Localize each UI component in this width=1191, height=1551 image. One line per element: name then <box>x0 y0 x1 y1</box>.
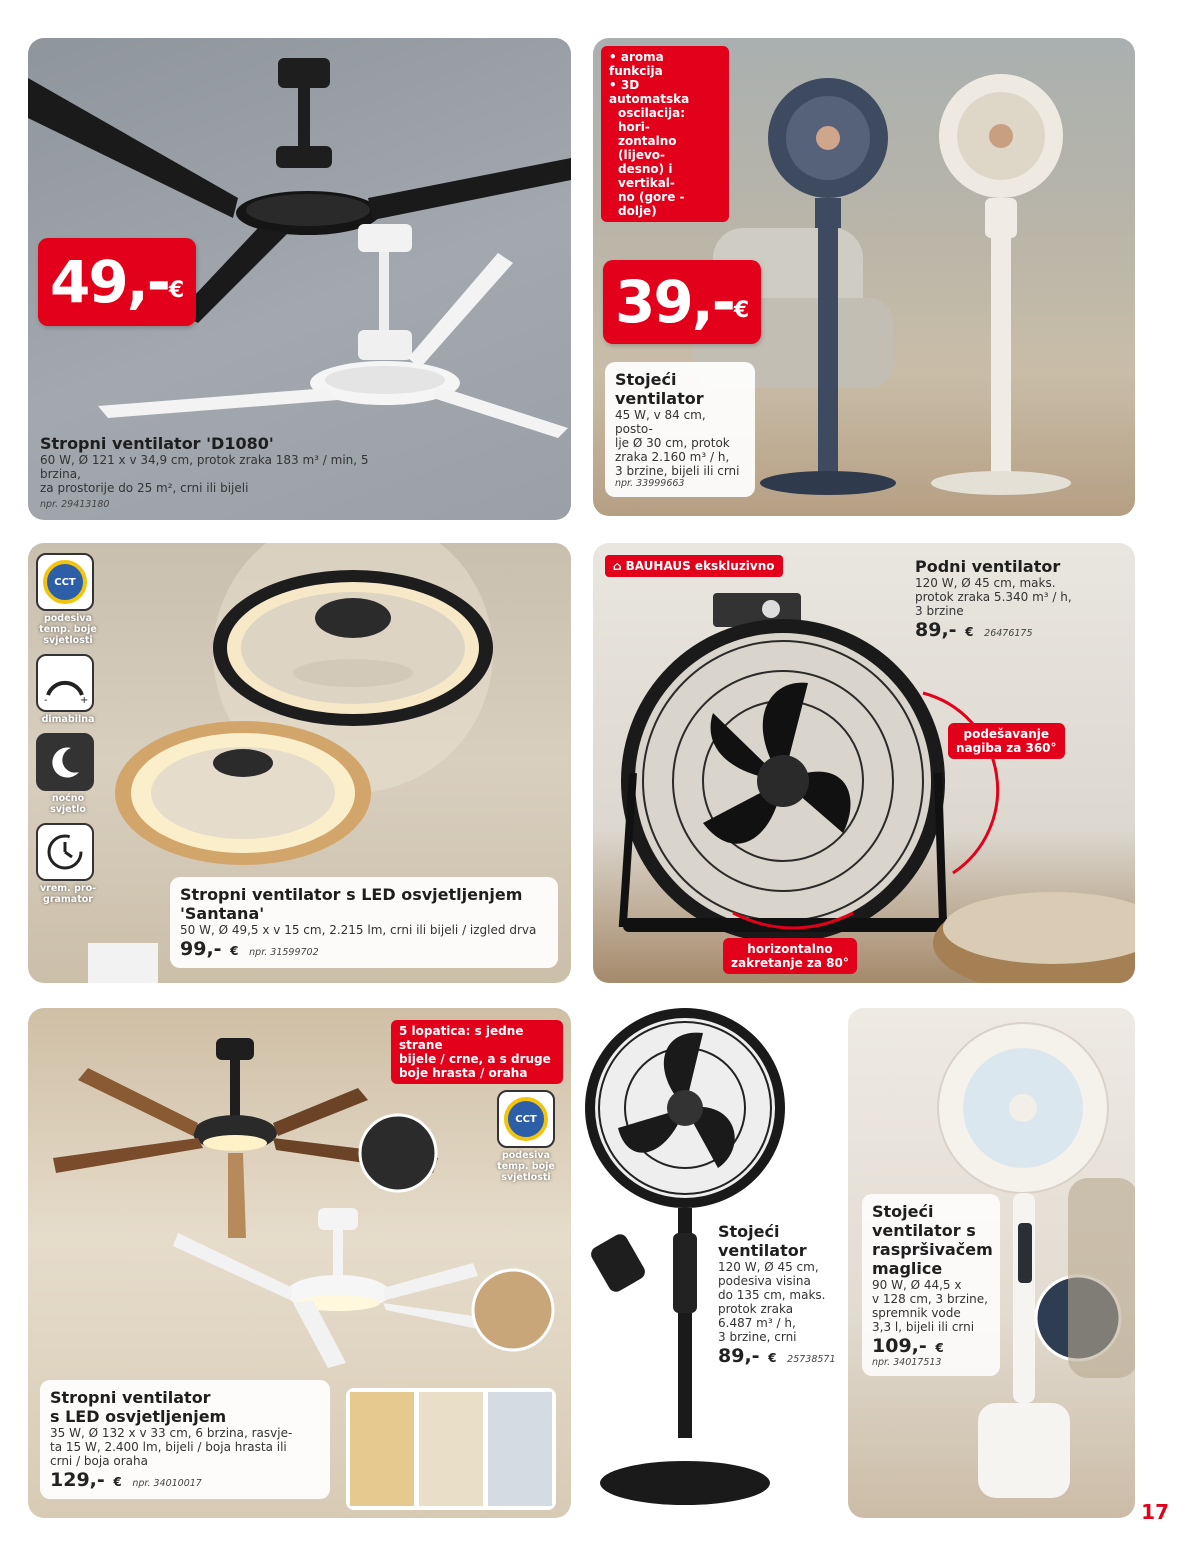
article-number: npr. 29413180 <box>40 499 110 510</box>
rotate-tag: horizontalno zakretanje za 80° <box>723 938 857 974</box>
article-number: npr. 31599702 <box>249 947 319 958</box>
product-spec: za prostorije do 25 m², crni ili bijeli <box>40 481 249 495</box>
icon-label: podesiva temp. boje svjetlosti <box>497 1150 555 1183</box>
product-info <box>32 428 412 516</box>
dimmer-icon <box>36 654 94 712</box>
price-line <box>718 1345 843 1367</box>
article-number: 25738571 <box>787 1354 836 1365</box>
article-number: npr. 34017513 <box>872 1357 942 1368</box>
product-info <box>862 1194 1000 1376</box>
product-spec: protok zraka <box>718 1302 794 1316</box>
product-spec: 120 W, Ø 45 cm, <box>718 1260 819 1274</box>
price-badge <box>38 238 196 326</box>
exclusive-badge <box>605 555 783 577</box>
product-spec: 3 brzine, bijeli ili crni <box>615 464 740 478</box>
article-number: npr. 33999663 <box>615 478 685 489</box>
product-spec: 3 brzine, crni <box>718 1330 797 1344</box>
price-value: 129,- <box>50 1469 105 1491</box>
product-title: s LED osvjetljenjem <box>50 1407 227 1426</box>
product-info <box>170 877 558 968</box>
product-spec: 60 W, Ø 121 x v 34,9 cm, protok zraka 183 m³ / min, 5 brzina, <box>40 453 369 481</box>
product-standing-black[interactable] <box>578 1008 848 1528</box>
article-number: 26476175 <box>984 628 1033 639</box>
icon-label: podesiva temp. boje svjetlosti <box>39 613 97 646</box>
product-title: Stojeći <box>718 1222 780 1241</box>
currency-symbol: € <box>965 625 974 639</box>
icon-label: noćno svjetlo <box>50 793 86 815</box>
product-info <box>718 1222 843 1367</box>
feature-line: zontalno (lijevo- <box>618 134 677 162</box>
price-value: 109,- <box>872 1335 927 1357</box>
icon-label: vrem. pro- gramator <box>39 883 97 905</box>
product-info <box>905 549 1125 649</box>
currency-symbol: € <box>230 944 239 958</box>
product-spec: podesiva visina <box>718 1274 811 1288</box>
cct-icon <box>497 1090 555 1148</box>
price-badge <box>603 260 761 344</box>
product-spec: protok zraka 5.340 m³ / h, <box>915 590 1072 604</box>
product-spec: 120 W, Ø 45 cm, maks. <box>915 576 1056 590</box>
product-info <box>40 1380 330 1499</box>
price-value: 89,- <box>718 1345 760 1367</box>
note-line: bijele / crne, a s druge <box>399 1052 551 1066</box>
note-line: 5 lopatica: s jedne strane <box>399 1024 524 1052</box>
svg-text:+: + <box>80 695 88 703</box>
product-title: Stropni ventilator 'D1080' <box>40 434 274 453</box>
currency-symbol: € <box>733 298 750 323</box>
product-title: ventilator <box>718 1241 807 1260</box>
cct-icon <box>36 553 94 611</box>
product-spec: spremnik vode <box>872 1306 961 1320</box>
svg-text:-: - <box>44 695 48 703</box>
page-number: 17 <box>1141 1500 1169 1524</box>
cct-badge: CCT <box>504 1097 548 1141</box>
note-line: boje hrasta / oraha <box>399 1066 528 1080</box>
product-panel-santana[interactable] <box>28 543 571 983</box>
product-title: Stropni ventilator s LED osvjetljenjem 'Santana' <box>180 885 523 923</box>
exclusive-label: BAUHAUS ekskluzivno <box>625 559 775 573</box>
product-spec: 45 W, v 84 cm, posto- <box>615 408 706 436</box>
clock-icon <box>36 823 94 881</box>
product-panel-led-ceiling[interactable] <box>28 1008 571 1518</box>
moon-icon <box>36 733 94 791</box>
product-panel-floor-fan[interactable] <box>593 543 1135 983</box>
product-spec: 50 W, Ø 49,5 x v 15 cm, 2.215 lm, crni ili bijeli / izgled drva <box>180 923 537 937</box>
feature-note <box>601 46 729 222</box>
product-panel-mist-fan[interactable] <box>848 1008 1135 1518</box>
feature-line: • 3D automatska <box>609 78 690 106</box>
product-panel-d1080[interactable] <box>28 38 571 520</box>
price-value: 49,- <box>50 248 169 316</box>
product-title: Stojeći <box>872 1202 934 1221</box>
feature-line: desno) i vertikal- <box>618 162 675 190</box>
currency-symbol: € <box>768 1351 777 1365</box>
icon-label: dimabilna <box>41 714 95 725</box>
product-title: maglice <box>872 1259 943 1278</box>
currency-symbol: € <box>935 1341 944 1355</box>
price-value: 39,- <box>615 268 734 336</box>
product-spec: do 135 cm, maks. <box>718 1288 826 1302</box>
product-spec: v 128 cm, 3 brzine, <box>872 1292 988 1306</box>
price-line <box>50 1469 320 1491</box>
product-spec: zraka 2.160 m³ / h, <box>615 450 730 464</box>
product-panel-standing-aroma[interactable] <box>593 38 1135 516</box>
product-spec: 6.487 m³ / h, <box>718 1316 796 1330</box>
product-spec: 3 brzine <box>915 604 964 618</box>
product-title: Stropni ventilator <box>50 1388 211 1407</box>
product-title: ventilator <box>615 389 704 408</box>
blade-note <box>391 1020 563 1084</box>
product-info <box>605 362 755 497</box>
product-spec: ta 15 W, 2.400 lm, bijeli / boja hrasta ili <box>50 1440 287 1454</box>
price-value: 99,- <box>180 938 222 960</box>
product-spec: 35 W, Ø 132 x v 33 cm, 6 brzina, rasvje- <box>50 1426 293 1440</box>
feature-line: oscilacija: hori- <box>618 106 686 134</box>
tilt-tag: podešavanje nagiba za 360° <box>948 723 1065 759</box>
cct-feature <box>494 1090 558 1191</box>
product-title: Podni ventilator <box>915 557 1061 576</box>
product-spec: crni / boja oraha <box>50 1454 148 1468</box>
price-line <box>180 938 548 960</box>
price-value: 89,- <box>915 619 957 641</box>
product-spec: lje Ø 30 cm, protok <box>615 436 730 450</box>
feature-line: • aroma funkcija <box>609 50 664 78</box>
cct-badge: CCT <box>43 560 87 604</box>
house-icon: ⌂ <box>613 559 622 573</box>
price-line <box>915 619 1115 641</box>
product-spec: 3,3 l, bijeli ili crni <box>872 1320 975 1334</box>
article-number: npr. 34010017 <box>132 1478 202 1489</box>
price-line <box>872 1335 990 1357</box>
currency-symbol: € <box>113 1475 122 1489</box>
currency-symbol: € <box>168 278 185 303</box>
product-title: Stojeći <box>615 370 677 389</box>
product-spec: 90 W, Ø 44,5 x <box>872 1278 962 1292</box>
product-title: ventilator s <box>872 1221 976 1240</box>
feature-line: no (gore - dolje) <box>618 190 685 218</box>
product-title: raspršivačem <box>872 1240 993 1259</box>
feature-icons <box>36 553 100 913</box>
